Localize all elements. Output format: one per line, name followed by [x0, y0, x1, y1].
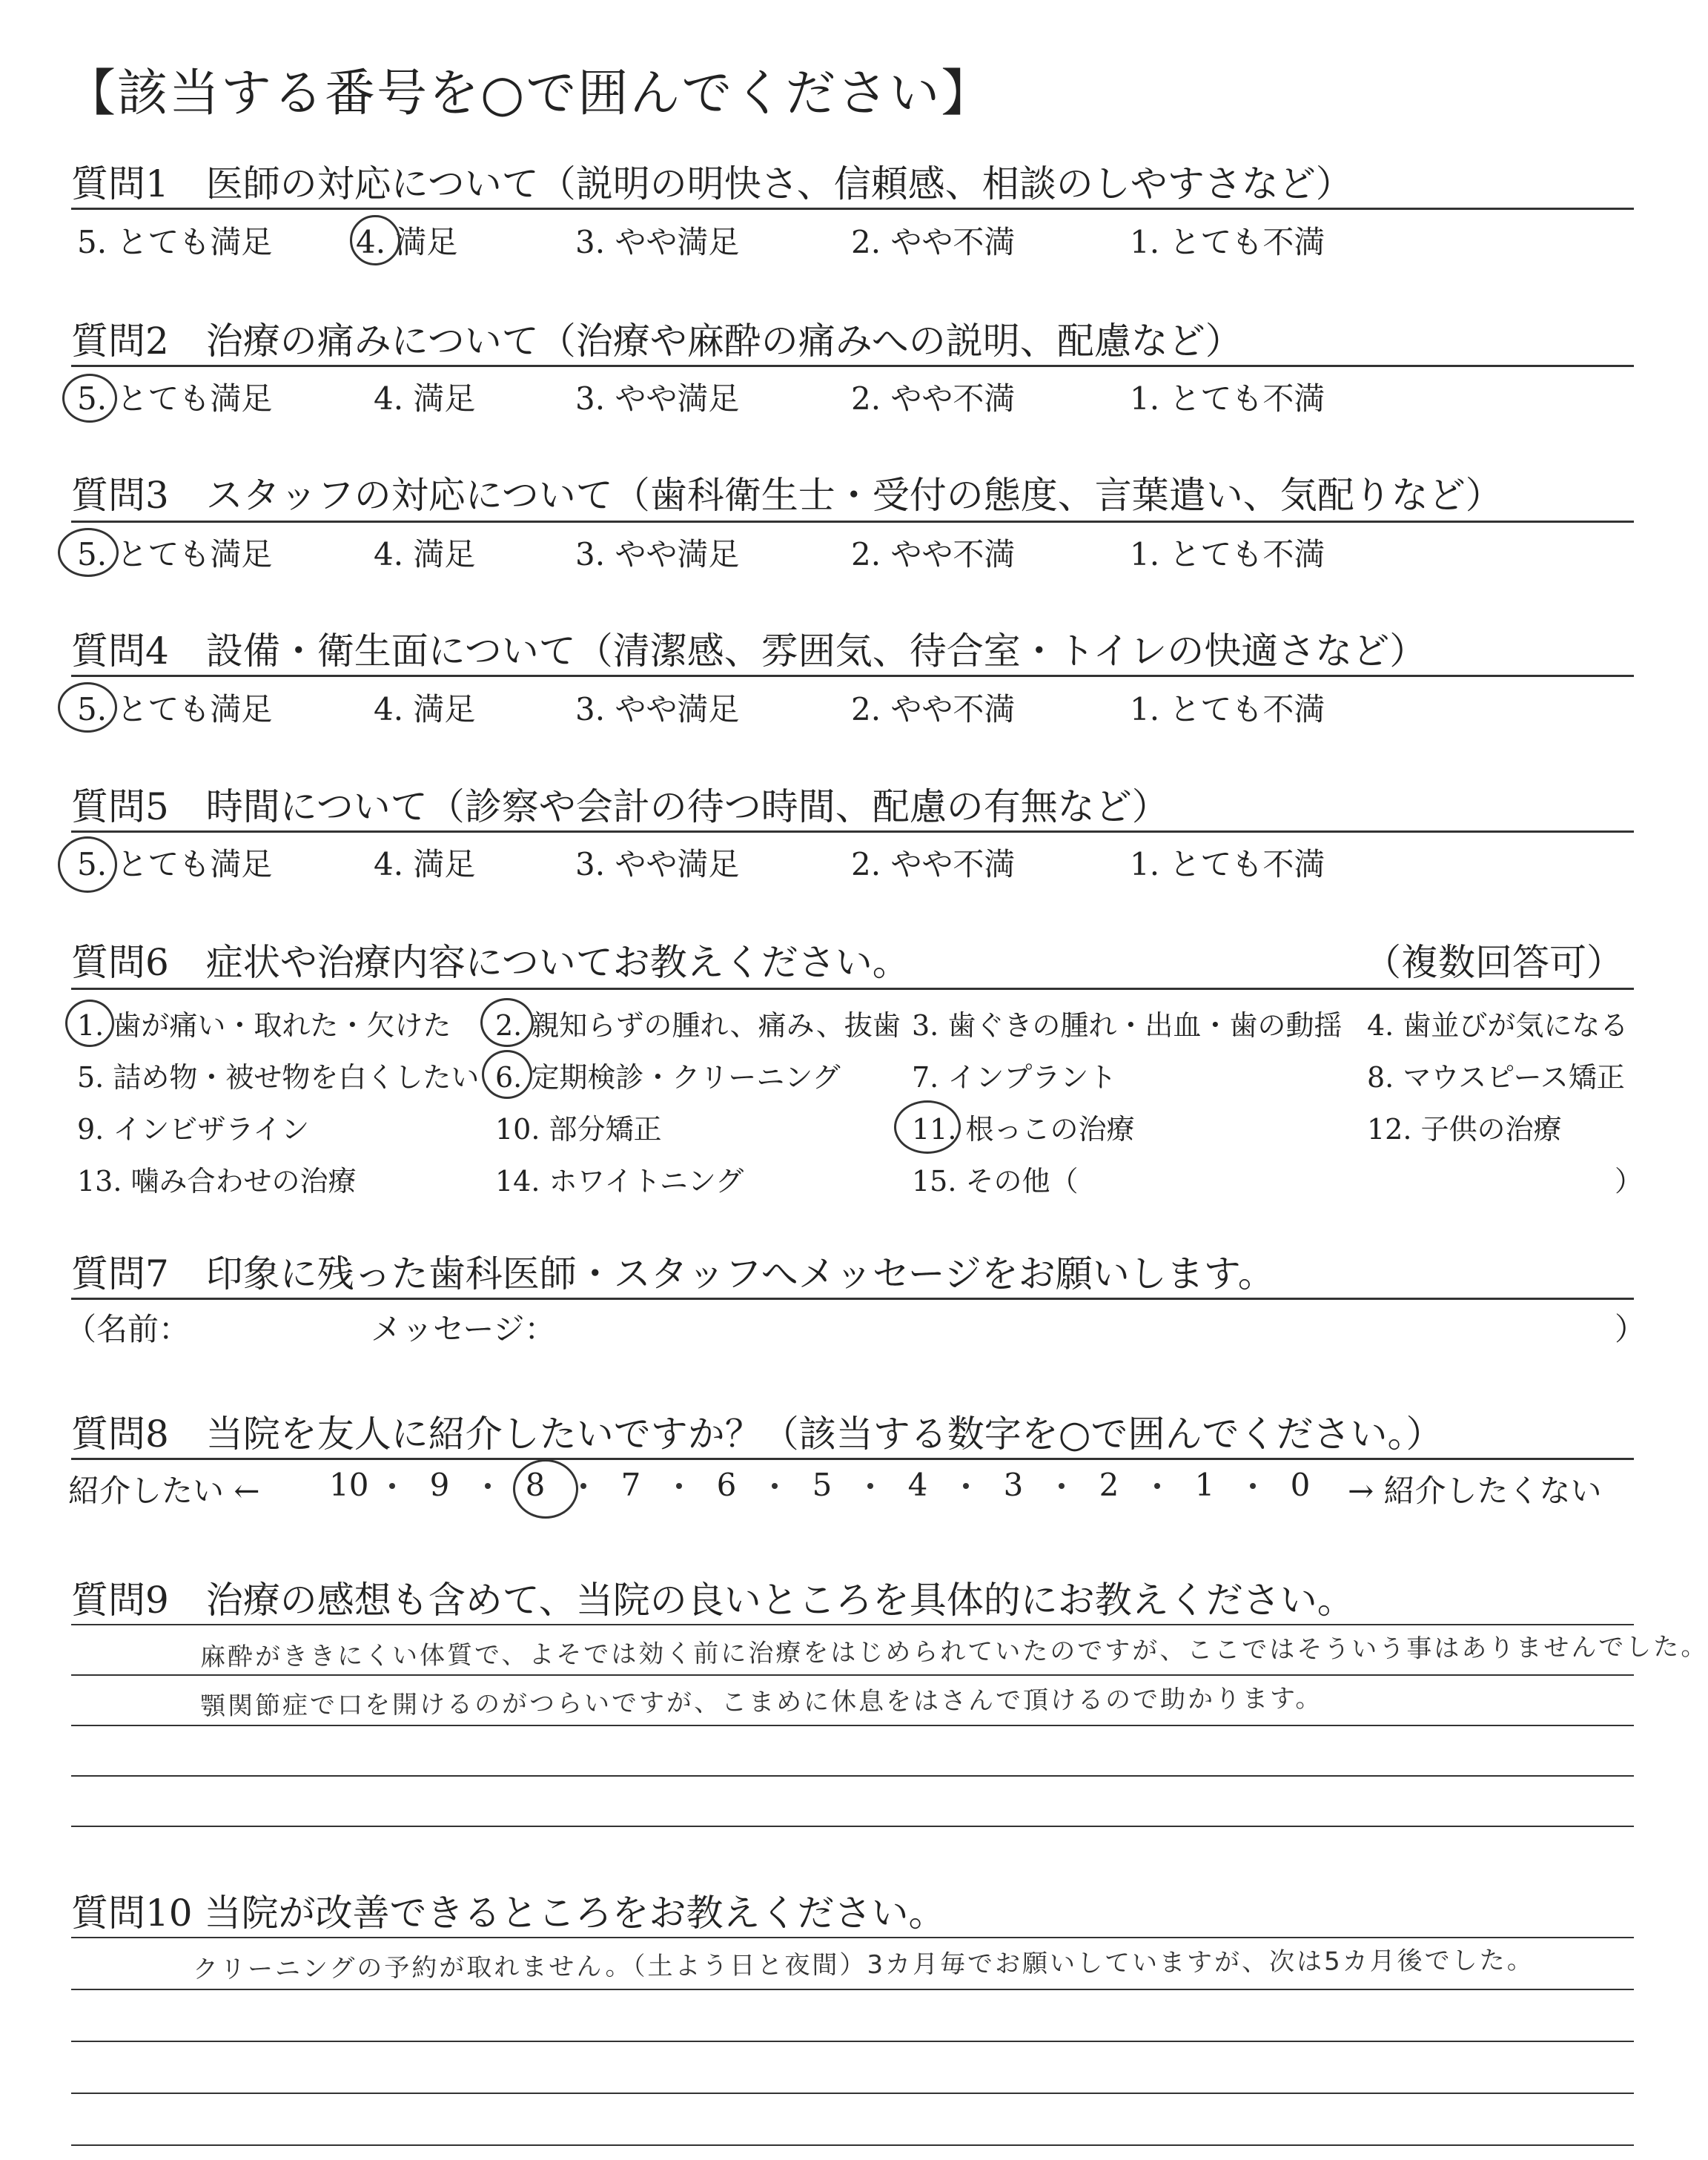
q2-rule	[71, 365, 1634, 367]
q4-option-4[interactable]: 4. 満足	[374, 691, 476, 727]
q8-scale-separator	[963, 1483, 969, 1489]
q5-rule	[71, 830, 1634, 833]
q6-answer-circle-11	[894, 1100, 961, 1154]
q4-option-1[interactable]: 1. とても不満	[1130, 691, 1325, 727]
q10-answer-line-1: クリーニングの予約が取れません。（土よう日と夜間）3カ月毎でお願いしていますが、次は5カ月後でした。	[192, 1945, 1535, 1985]
q8-scale-8[interactable]: 8	[525, 1467, 546, 1503]
q6-option-9[interactable]: 9. インビザライン	[77, 1113, 310, 1146]
q4-option-3[interactable]: 3. やや満足	[575, 691, 740, 727]
q9-rule	[71, 1624, 1634, 1625]
q2-title: 質問2 治療の痛みについて（治療や麻酔の痛みへの説明、配慮など）	[71, 320, 1242, 363]
q8-scale	[0, 1467, 1708, 1511]
q6-title: 質問6 症状や治療内容についてお教えください。	[71, 941, 910, 984]
q3-title: 質問3 スタッフの対応について（歯科衛生士・受付の態度、言葉遣い、気配りなど）	[71, 474, 1503, 517]
q7-close: ）	[1615, 1311, 1646, 1347]
q8-scale-4[interactable]: 4	[907, 1467, 928, 1503]
q2-option-2[interactable]: 2. やや不満	[851, 380, 1016, 417]
q4-title: 質問4 設備・衛生面について（清潔感、雰囲気、待合室・トイレの快適さなど）	[71, 630, 1427, 673]
q3-option-1[interactable]: 1. とても不満	[1130, 536, 1325, 572]
q6-option-13[interactable]: 13. 噛み合わせの治療	[77, 1165, 357, 1198]
q6-other-close: ）	[1615, 1165, 1644, 1198]
q1-option-3[interactable]: 3. やや満足	[575, 224, 740, 260]
q3-option-5[interactable]: 5. とても満足	[77, 536, 273, 572]
q6-option-14[interactable]: 14. ホワイトニング	[495, 1165, 744, 1198]
q1-option-1[interactable]: 1. とても不満	[1130, 224, 1325, 260]
q9-line-1	[71, 1674, 1634, 1676]
q6-option-3[interactable]: 3. 歯ぐきの腫れ・出血・歯の動揺	[912, 1009, 1343, 1042]
q6-option-10[interactable]: 10. 部分矯正	[495, 1113, 662, 1146]
q2-option-4[interactable]: 4. 満足	[374, 380, 476, 417]
q9-answer-line-1: 麻酔がききにくい体質で、よそでは効く前に治療をはじめられていたのですが、ここではそういう事はありませんでした。	[199, 1631, 1708, 1673]
q3-answer-circle	[58, 528, 119, 577]
q8-scale-separator	[1250, 1483, 1256, 1489]
q5-option-1[interactable]: 1. とても不満	[1130, 846, 1325, 882]
q10-line-2	[71, 2041, 1634, 2042]
q8-title: 質問8 当院を友人に紹介したいですか？（該当する数字を○で囲んでください。）	[71, 1413, 1443, 1456]
q6-option-1[interactable]: 1. 歯が痛い・取れた・欠けた	[77, 1009, 451, 1042]
q8-scale-separator	[867, 1483, 873, 1489]
q8-rule	[71, 1458, 1634, 1460]
q1-option-5[interactable]: 5. とても満足	[77, 224, 273, 260]
q6-option-7[interactable]: 7. インプラント	[912, 1061, 1117, 1094]
q8-scale-0[interactable]: 0	[1290, 1467, 1311, 1503]
q5-option-3[interactable]: 3. やや満足	[575, 846, 740, 882]
q5-option-2[interactable]: 2. やや不満	[851, 846, 1016, 882]
q8-scale-separator	[389, 1483, 395, 1489]
q3-option-2[interactable]: 2. やや不満	[851, 536, 1016, 572]
q8-scale-separator	[1059, 1483, 1065, 1489]
q7-name-label: （名前：	[65, 1311, 191, 1347]
q6-option-4[interactable]: 4. 歯並びが気になる	[1367, 1009, 1629, 1042]
q6-option-15[interactable]: 15. その他（	[912, 1165, 1079, 1198]
q7-message-label: メッセージ：	[371, 1311, 556, 1347]
q5-option-4[interactable]: 4. 満足	[374, 846, 476, 882]
q8-right-label: → 紹介したくない	[1348, 1473, 1602, 1509]
q1-answer-circle	[350, 215, 400, 265]
q6-option-11[interactable]: 11. 根っこの治療	[912, 1113, 1135, 1146]
q7-title: 質問7 印象に残った歯科医師・スタッフへメッセージをお願いします。	[71, 1252, 1275, 1295]
q9-answer-line-2: 顎関節症で口を開けるのがつらいですが、こまめに休息をはさんで頂けるので助かります。	[199, 1683, 1323, 1722]
q7-rule	[71, 1298, 1634, 1300]
q10-line-1	[71, 1989, 1634, 1990]
q8-scale-separator	[485, 1483, 491, 1489]
q1-rule	[71, 208, 1634, 210]
q6-answer-circle-1	[65, 1000, 114, 1047]
q8-scale-1[interactable]: 1	[1194, 1467, 1215, 1503]
q8-scale-separator	[676, 1483, 682, 1489]
q4-answer-circle	[58, 682, 117, 733]
q8-scale-separator	[772, 1483, 778, 1489]
q8-scale-2[interactable]: 2	[1099, 1467, 1119, 1503]
q8-left-label: 紹介したい ←	[68, 1473, 260, 1509]
q10-line-4	[71, 2144, 1634, 2146]
q8-scale-7[interactable]: 7	[620, 1467, 641, 1503]
q6-answer-circle-6	[482, 1050, 532, 1099]
q8-scale-6[interactable]: 6	[716, 1467, 737, 1503]
q6-note: （複数回答可）	[1364, 941, 1623, 984]
q6-option-12[interactable]: 12. 子供の治療	[1367, 1113, 1562, 1146]
q5-answer-circle	[58, 836, 117, 893]
q2-answer-circle	[62, 374, 117, 423]
q4-option-5[interactable]: 5. とても満足	[77, 691, 273, 727]
q8-answer-circle	[513, 1459, 578, 1519]
q3-option-3[interactable]: 3. やや満足	[575, 536, 740, 572]
q10-line-3	[71, 2093, 1634, 2094]
q8-scale-3[interactable]: 3	[1003, 1467, 1024, 1503]
q1-title: 質問1 医師の対応について（説明の明快さ、信頼感、相談のしやすさなど）	[71, 162, 1353, 205]
q2-option-3[interactable]: 3. やや満足	[575, 380, 740, 417]
q8-scale-5[interactable]: 5	[812, 1467, 833, 1503]
q2-option-1[interactable]: 1. とても不満	[1130, 380, 1325, 417]
q10-rule	[71, 1937, 1634, 1938]
q6-rule	[71, 988, 1634, 990]
q8-scale-9[interactable]: 9	[429, 1467, 450, 1503]
q2-option-5[interactable]: 5. とても満足	[77, 380, 273, 417]
q6-option-8[interactable]: 8. マウスピース矯正	[1367, 1061, 1625, 1094]
q5-title: 質問5 時間について（診察や会計の待つ時間、配慮の有無など）	[71, 785, 1169, 828]
q9-line-2	[71, 1725, 1634, 1726]
q3-option-4[interactable]: 4. 満足	[374, 536, 476, 572]
q9-line-3	[71, 1775, 1634, 1777]
q1-option-2[interactable]: 2. やや不満	[851, 224, 1016, 260]
q10-title: 質問10 当院が改善できるところをお教えください。	[71, 1892, 946, 1935]
q8-scale-separator	[580, 1483, 586, 1489]
q6-option-2[interactable]: 2. 親知らずの腫れ、痛み、抜歯	[495, 1009, 901, 1042]
q8-scale-10[interactable]: 10	[329, 1467, 369, 1503]
page-heading: 【該当する番号を○で囲んでください】	[65, 65, 993, 123]
q6-answer-circle-2	[480, 998, 534, 1047]
q5-option-5[interactable]: 5. とても満足	[77, 846, 273, 882]
q1-option-4[interactable]: 4. 満足	[356, 224, 458, 260]
q3-rule	[71, 521, 1634, 523]
q6-option-5[interactable]: 5. 詰め物・被せ物を白くしたい	[77, 1061, 480, 1094]
q9-title: 質問9 治療の感想も含めて、当院の良いところを具体的にお教えください。	[71, 1579, 1354, 1622]
q4-rule	[71, 675, 1634, 677]
q6-option-6[interactable]: 6. 定期検診・クリーニング	[495, 1061, 841, 1094]
q4-option-2[interactable]: 2. やや不満	[851, 691, 1016, 727]
q9-line-4	[71, 1826, 1634, 1827]
q8-scale-separator	[1154, 1483, 1160, 1489]
